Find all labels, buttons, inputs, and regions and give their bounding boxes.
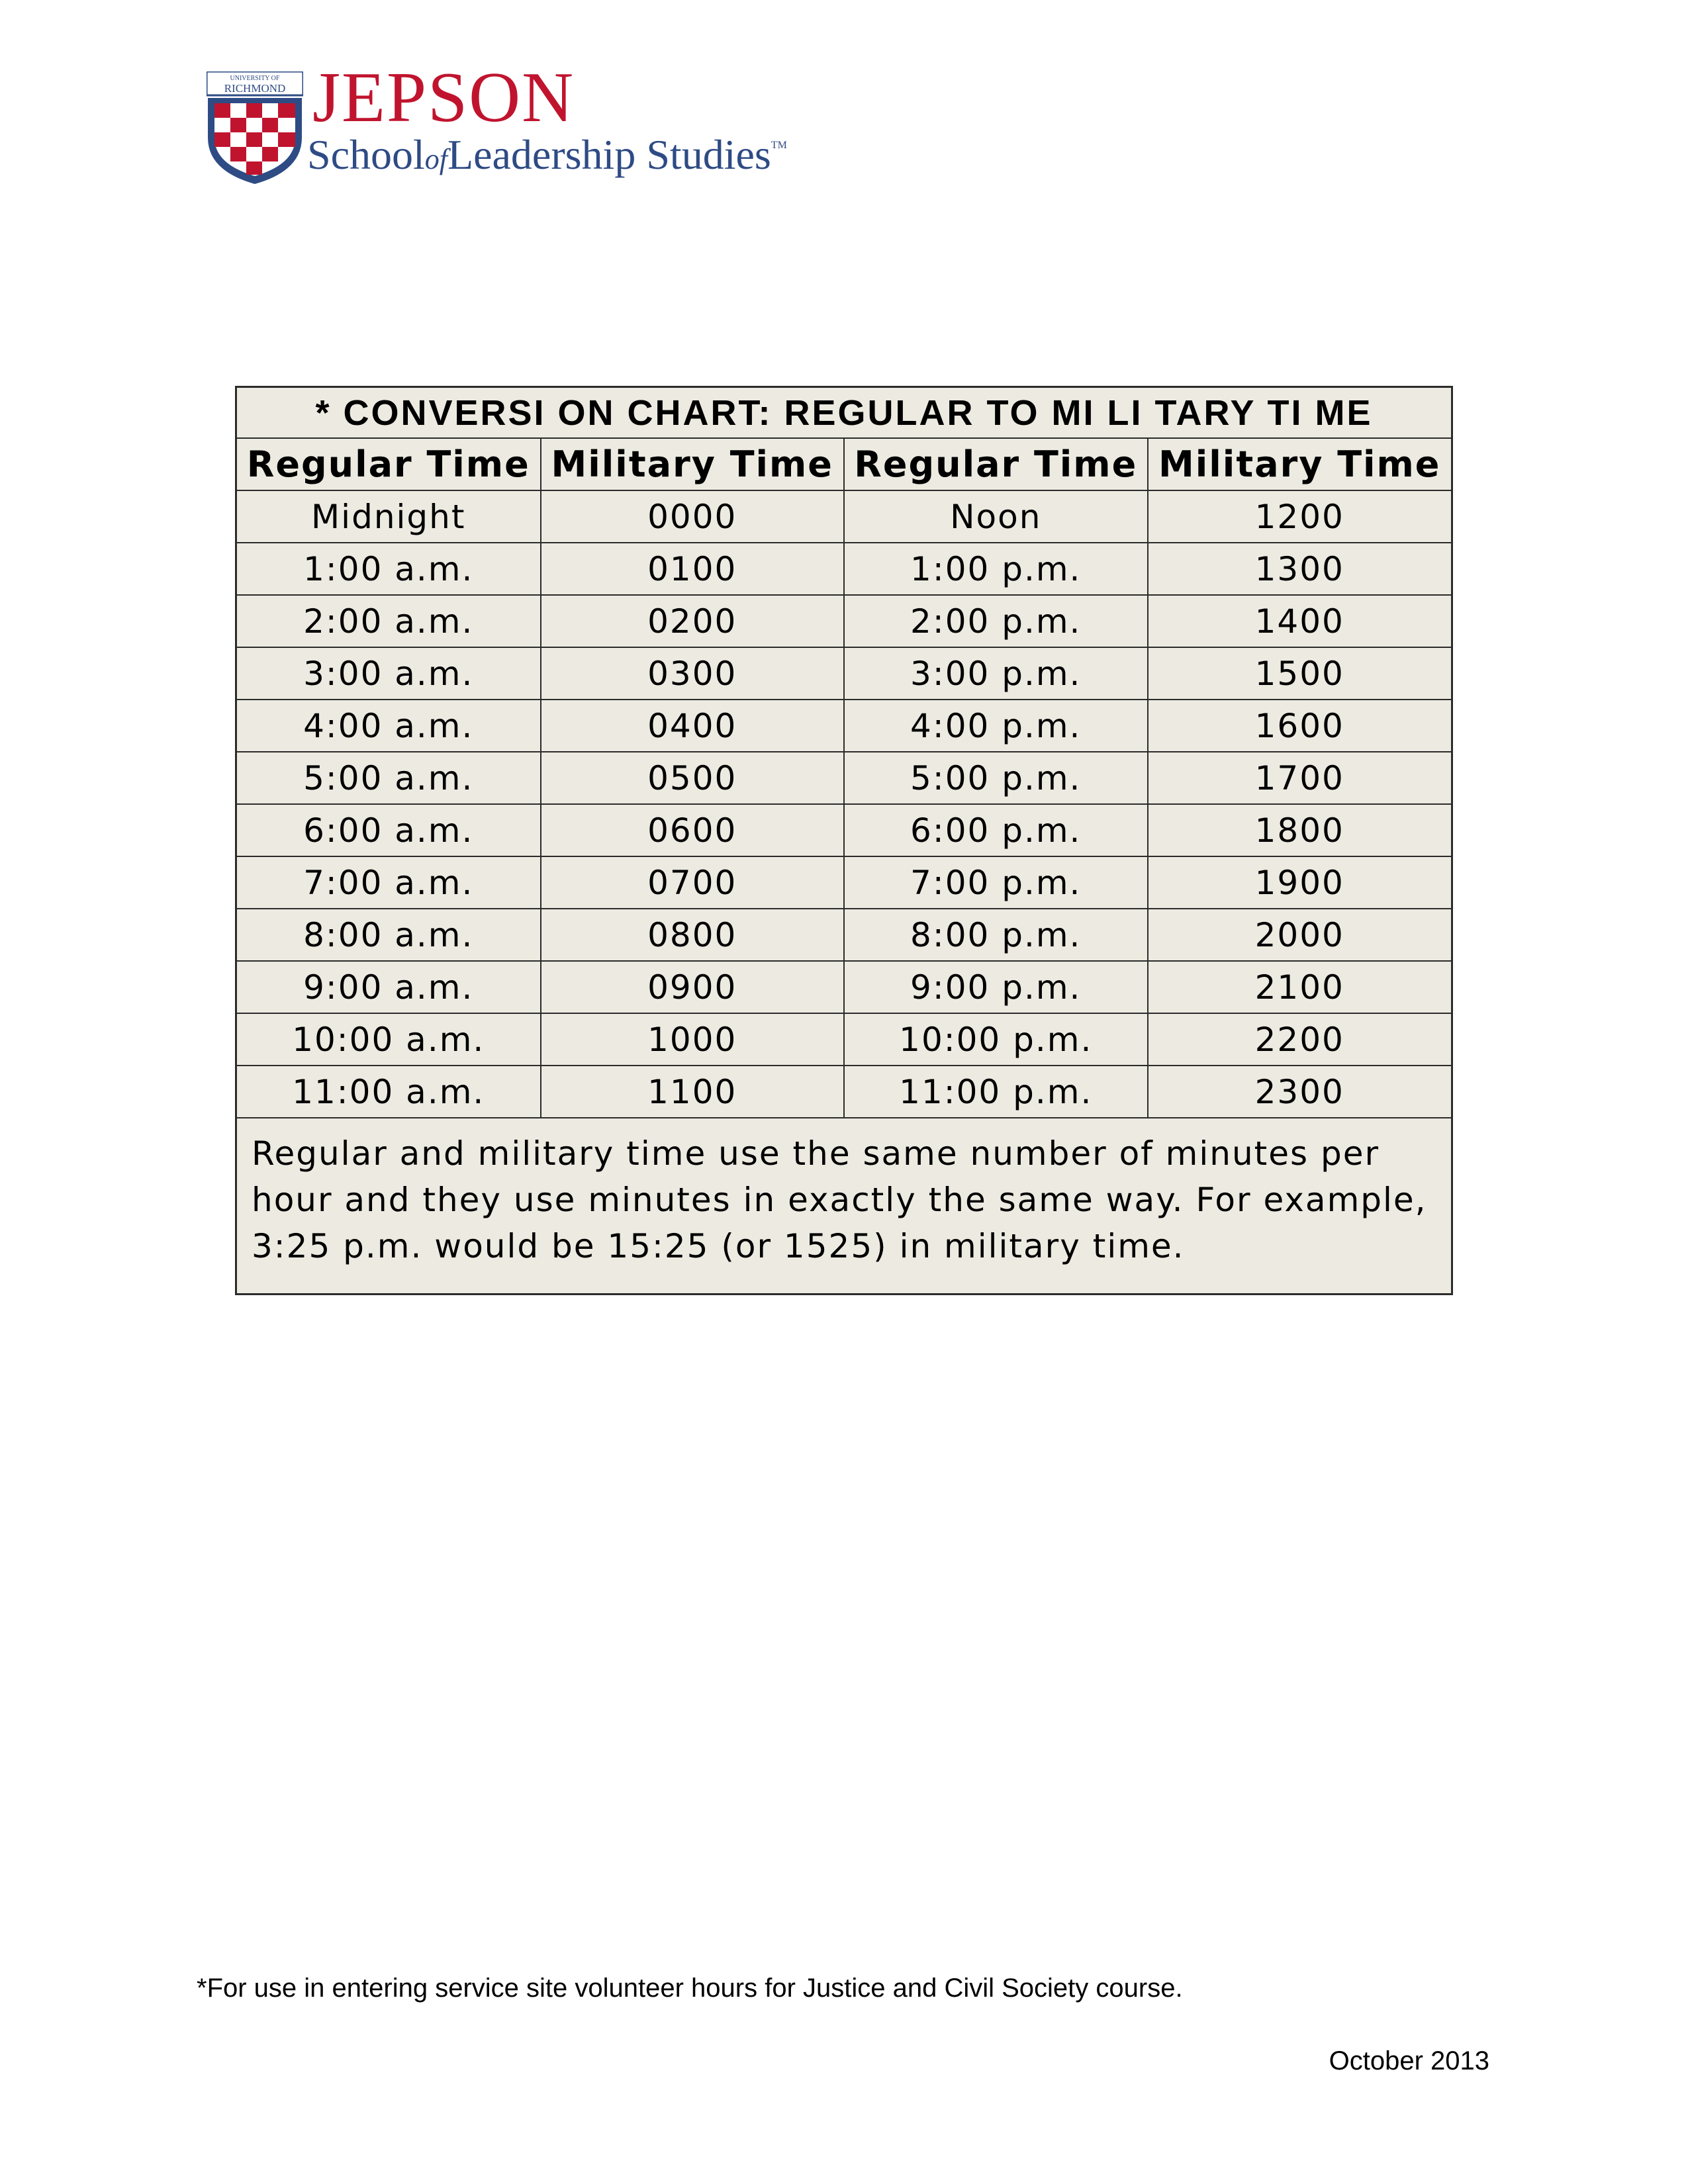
table-cell: 0800 — [541, 909, 845, 961]
table-cell: 4:00 a.m. — [237, 700, 541, 752]
column-header: Regular Time — [844, 438, 1148, 490]
table-cell: 2100 — [1148, 961, 1452, 1013]
table-cell: 1:00 a.m. — [237, 543, 541, 595]
table-cell: 1200 — [1148, 490, 1452, 543]
table-cell: 9:00 a.m. — [237, 961, 541, 1013]
table-cell: 1800 — [1148, 804, 1452, 856]
table-cell: 8:00 p.m. — [844, 909, 1148, 961]
table-cell: 0700 — [541, 856, 845, 909]
table-cell: 0500 — [541, 752, 845, 804]
document-date: October 2013 — [1329, 2046, 1489, 2075]
table-cell: 0000 — [541, 490, 845, 543]
jepson-logo — [207, 58, 816, 185]
table-cell: 5:00 a.m. — [237, 752, 541, 804]
table-row — [237, 490, 1451, 543]
logo-subtitle-school: School — [307, 131, 425, 178]
table-cell: 0400 — [541, 700, 845, 752]
table-cell: 1300 — [1148, 543, 1452, 595]
chart-body — [237, 490, 1451, 1118]
table-cell: 10:00 p.m. — [844, 1013, 1148, 1066]
logo-subtitle — [307, 131, 787, 178]
logo-subtitle-rest: Leadership Studies — [447, 131, 771, 178]
table-cell: 3:00 a.m. — [237, 647, 541, 700]
table-row — [237, 647, 1451, 700]
table-row — [237, 700, 1451, 752]
table-cell: 11:00 p.m. — [844, 1066, 1148, 1118]
table-cell: 8:00 a.m. — [237, 909, 541, 961]
table-cell: 0600 — [541, 804, 845, 856]
column-header: Regular Time — [237, 438, 541, 490]
table-row — [237, 909, 1451, 961]
column-header-row — [237, 438, 1451, 490]
table-cell: 9:00 p.m. — [844, 961, 1148, 1013]
table-cell: 1100 — [541, 1066, 845, 1118]
table-cell: Noon — [844, 490, 1148, 543]
table-cell: 2:00 a.m. — [237, 595, 541, 647]
svg-text:UNIVERSITY OF: UNIVERSITY OF — [230, 75, 280, 82]
table-cell: 1500 — [1148, 647, 1452, 700]
table-cell: 1700 — [1148, 752, 1452, 804]
column-header: Military Time — [1148, 438, 1452, 490]
table-cell: 1600 — [1148, 700, 1452, 752]
table-cell: 2:00 p.m. — [844, 595, 1148, 647]
conversion-table — [237, 388, 1451, 1293]
table-cell: 11:00 a.m. — [237, 1066, 541, 1118]
table-row — [237, 595, 1451, 647]
table-cell: 2200 — [1148, 1013, 1452, 1066]
table-row — [237, 961, 1451, 1013]
table-row — [237, 1013, 1451, 1066]
table-cell: 7:00 a.m. — [237, 856, 541, 909]
table-row — [237, 804, 1451, 856]
table-cell: 2300 — [1148, 1066, 1452, 1118]
table-row — [237, 752, 1451, 804]
table-cell: 5:00 p.m. — [844, 752, 1148, 804]
conversion-chart — [235, 386, 1453, 1295]
table-row — [237, 543, 1451, 595]
table-cell: 7:00 p.m. — [844, 856, 1148, 909]
svg-text:RICHMOND: RICHMOND — [224, 82, 286, 95]
table-cell: 10:00 a.m. — [237, 1013, 541, 1066]
table-cell: 1400 — [1148, 595, 1452, 647]
chart-title: * CONVERSI ON CHART: REGULAR TO MI LI TARY TI ME — [237, 388, 1451, 438]
table-cell: 6:00 p.m. — [844, 804, 1148, 856]
logo-wordmark: JEPSON — [312, 58, 575, 137]
trademark-mark: TM — [771, 140, 787, 151]
conversion-note: Regular and military time use the same number of minutes per hour and they use minutes in exactly the same way. For example, 3:25 p.m. would be 15:25 (or 1525) in military time. — [237, 1118, 1451, 1293]
table-cell: 0200 — [541, 595, 845, 647]
footnote: *For use in entering service site volunteer hours for Justice and Civil Society course. — [197, 1974, 1183, 2003]
table-cell: 2000 — [1148, 909, 1452, 961]
table-cell: 4:00 p.m. — [844, 700, 1148, 752]
table-cell: 3:00 p.m. — [844, 647, 1148, 700]
table-cell: 0100 — [541, 543, 845, 595]
logo-subtitle-of: of — [424, 143, 448, 175]
column-header: Military Time — [541, 438, 845, 490]
table-cell: 0900 — [541, 961, 845, 1013]
table-row — [237, 1066, 1451, 1118]
table-cell: 1:00 p.m. — [844, 543, 1148, 595]
table-cell: 0300 — [541, 647, 845, 700]
table-cell: 1000 — [541, 1013, 845, 1066]
table-row — [237, 856, 1451, 909]
table-cell: 1900 — [1148, 856, 1452, 909]
university-shield-icon — [207, 71, 303, 185]
table-cell: Midnight — [237, 490, 541, 543]
table-cell: 6:00 a.m. — [237, 804, 541, 856]
